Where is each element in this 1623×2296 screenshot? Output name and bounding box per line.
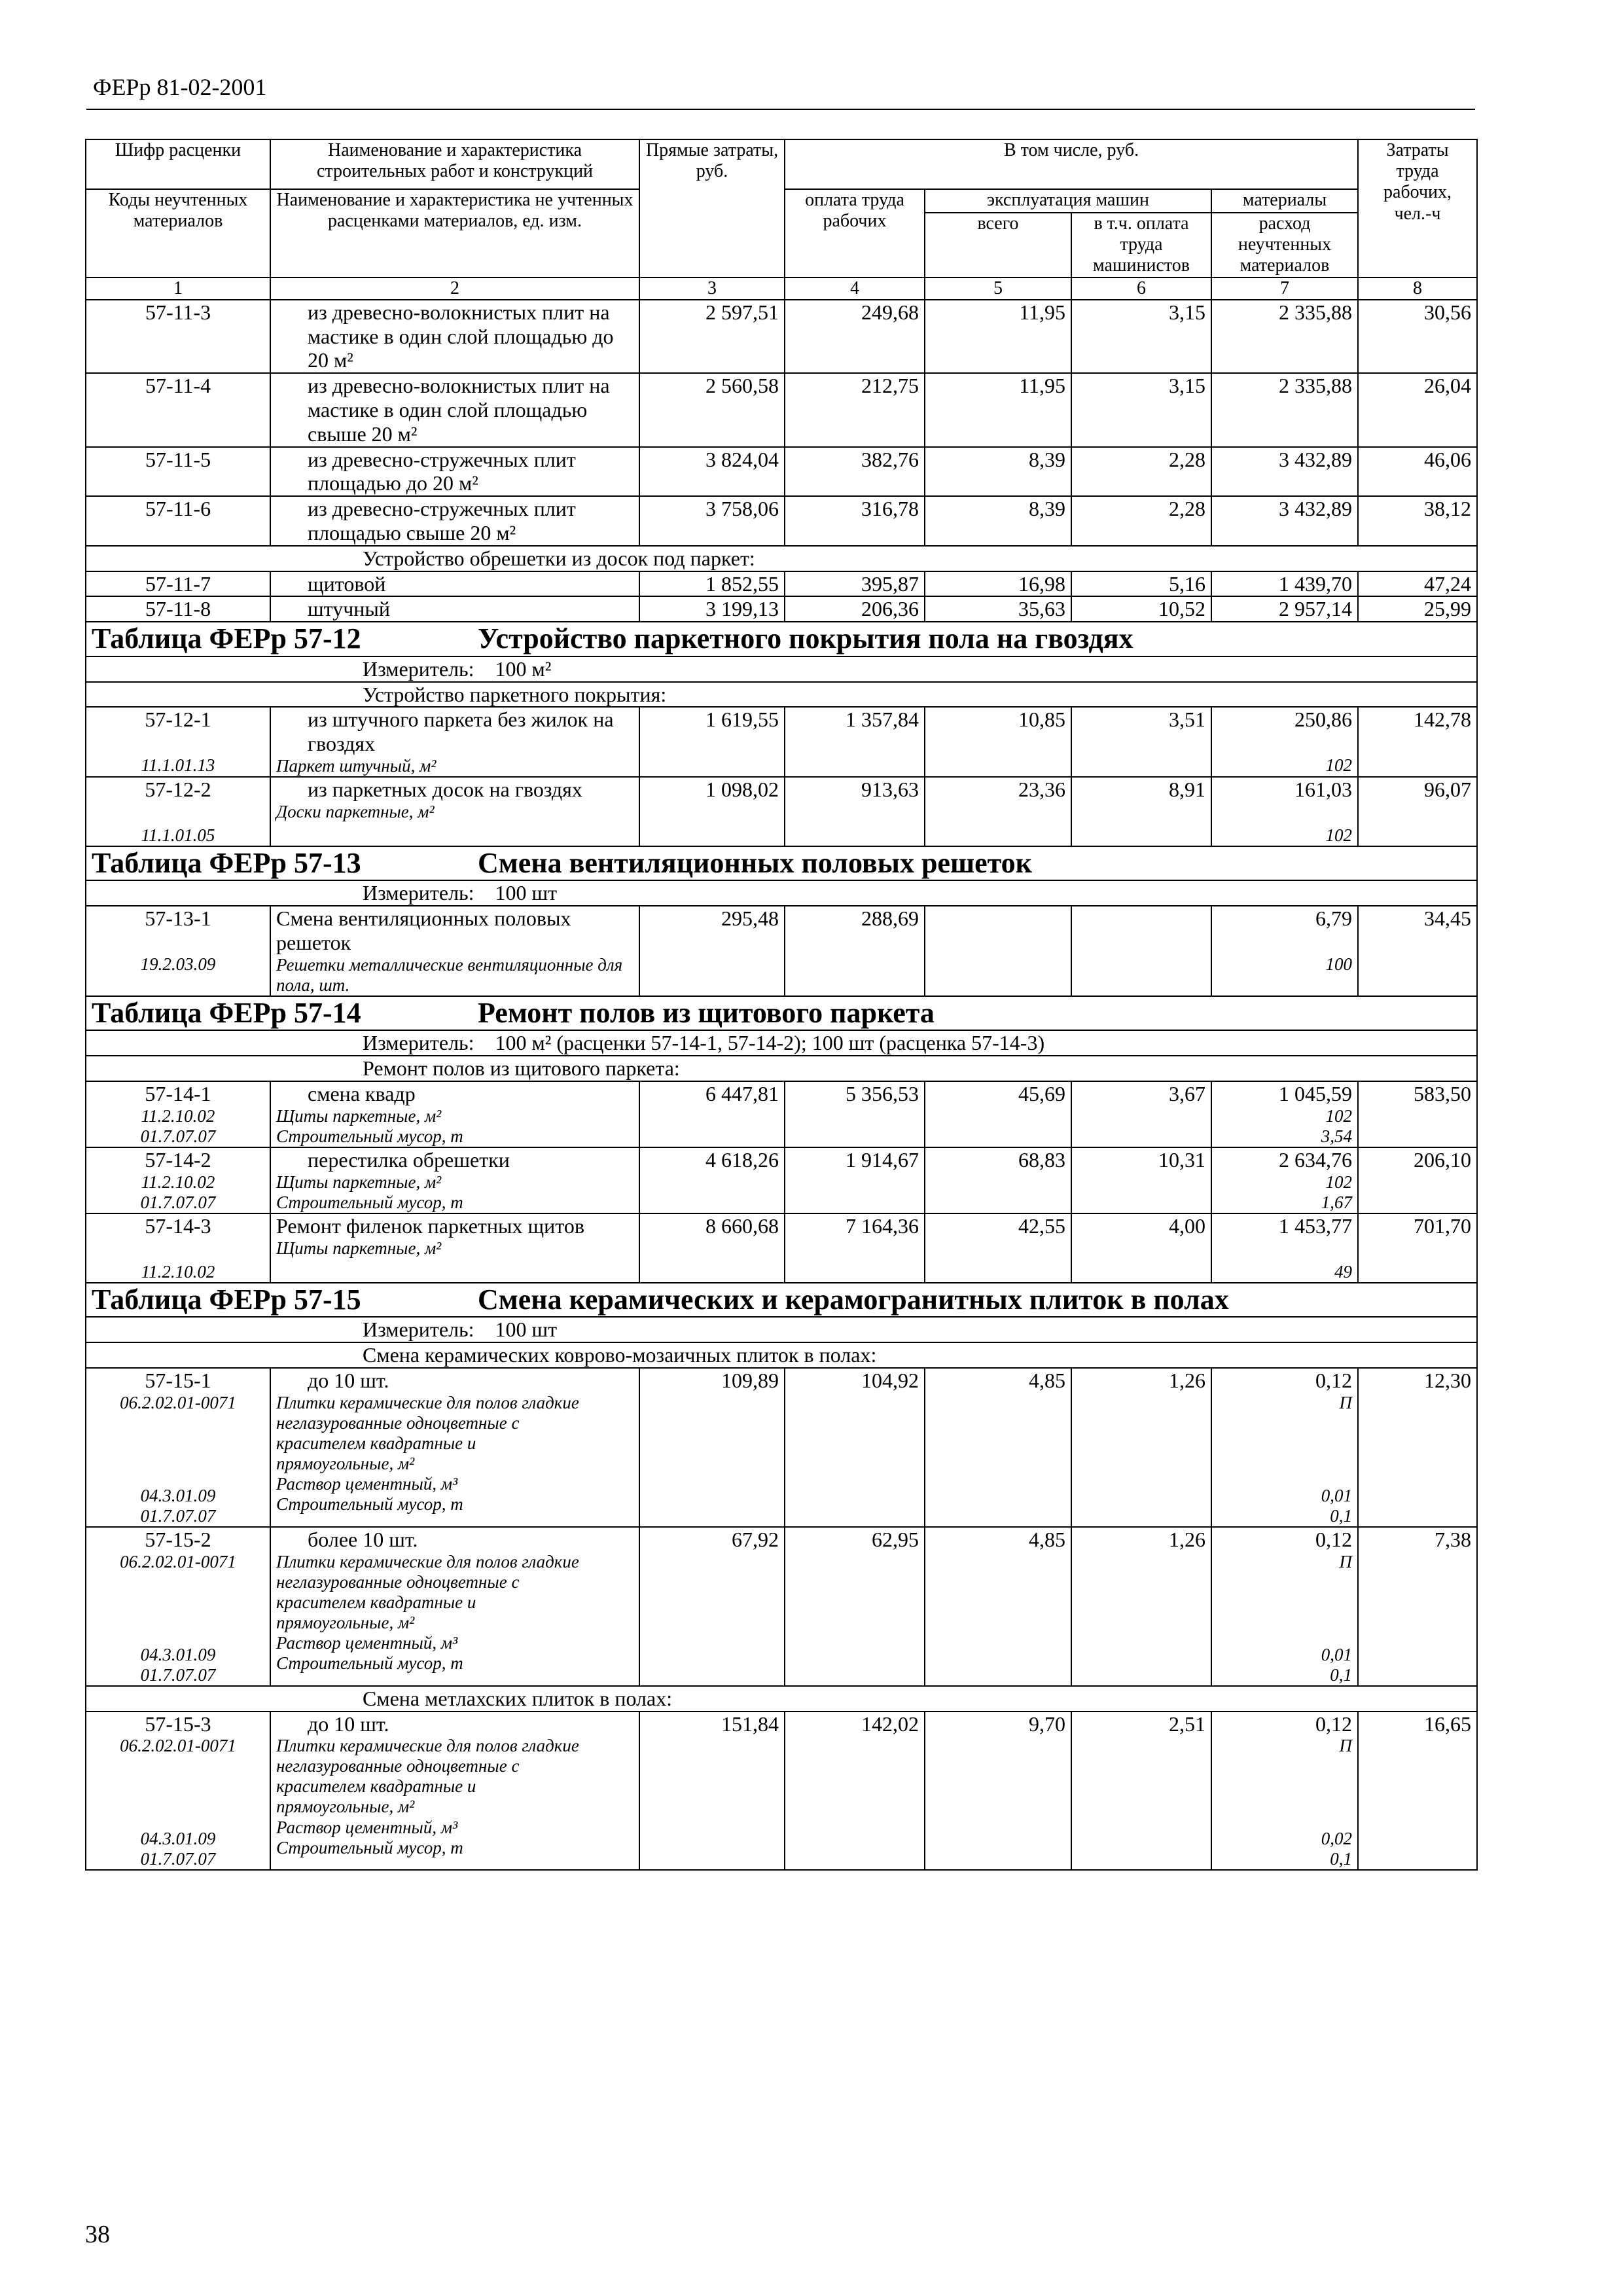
measure-label: Измеритель: — [363, 656, 474, 681]
header-vtch: в т.ч. оплата труда машинистов — [1071, 213, 1211, 278]
rate-desc: смена квадр — [308, 1082, 416, 1106]
rate-code-text: 57-15-2 — [145, 1527, 211, 1551]
material-code: 04.3.01.09 — [140, 1644, 216, 1664]
rate-code-text: 57-14-1 — [145, 1082, 211, 1106]
material-name: Паркет штучный, м² — [276, 755, 437, 776]
table-row — [86, 447, 1477, 497]
col-num: 8 — [1358, 278, 1477, 300]
cell: 16,65 — [1358, 1712, 1477, 1871]
rate-code-text: 57-14-3 — [145, 1213, 211, 1238]
material-qty: П — [1339, 1551, 1353, 1571]
material-qty: 102 — [1325, 1172, 1353, 1192]
cell: 12,30 — [1358, 1368, 1477, 1527]
cell: 30,56 — [1358, 300, 1477, 373]
cell: 8,39 — [925, 447, 1071, 497]
col-num: 1 — [86, 278, 270, 300]
cell: 1,26 — [1071, 1527, 1211, 1686]
cell — [1211, 707, 1358, 777]
material-qty: 49 — [1334, 1261, 1353, 1282]
material-name: Раствор цементный, м³ — [276, 1473, 458, 1494]
table-heading — [86, 622, 1477, 656]
material-qty: 0,1 — [1330, 1664, 1353, 1685]
material-code: 11.1.01.13 — [141, 755, 215, 776]
material-name: Щиты паркетные, м² — [276, 1105, 442, 1126]
cell: 4,00 — [1071, 1213, 1211, 1283]
material-qty: 0,02 — [1321, 1829, 1353, 1849]
table-row — [86, 373, 1477, 446]
cell: 1 914,67 — [785, 1147, 925, 1213]
cell: 1 357,84 — [785, 707, 925, 777]
cell: 4 618,26 — [639, 1147, 785, 1213]
header-v-tom-chisle: В том числе, руб. — [785, 139, 1358, 189]
material-code: 11.2.10.02 — [141, 1105, 215, 1126]
header-shifr: Шифр расценки — [86, 139, 270, 189]
cell: 8,91 — [1071, 777, 1211, 846]
material-qty: 100 — [1325, 954, 1353, 974]
rate-code: 57-11-7 — [86, 571, 270, 597]
cell: 25,99 — [1358, 596, 1477, 622]
cell: 2,51 — [1071, 1712, 1211, 1871]
rate-code — [86, 1147, 270, 1213]
rate-code — [86, 777, 270, 846]
material-name: Раствор цементный, м³ — [276, 1817, 458, 1837]
table-row — [86, 1147, 1477, 1213]
header-naim2: Наименование и характеристика не учтенных расценками материалов, ед. изм. — [270, 189, 639, 278]
rate-code-text: 57-15-3 — [145, 1712, 211, 1736]
header-vsego: всего — [925, 213, 1071, 278]
group-row — [86, 546, 1477, 571]
cell: 11,95 — [925, 373, 1071, 446]
header-numbers — [86, 278, 1477, 300]
cell: 8 660,68 — [639, 1213, 785, 1283]
rate-code — [86, 707, 270, 777]
group-title: Ремонт полов из щитового паркета: — [86, 1056, 1477, 1081]
materials-value: 250,86 — [1294, 708, 1353, 732]
rate-code: 57-11-3 — [86, 300, 270, 373]
cell: 34,45 — [1358, 906, 1477, 996]
cell: 6 447,81 — [639, 1081, 785, 1147]
col-num: 6 — [1071, 278, 1211, 300]
header-kody: Коды неучтенных материалов — [86, 189, 270, 278]
materials-value: 0,12 — [1315, 1368, 1353, 1392]
materials-value: 161,03 — [1294, 777, 1353, 801]
rate-code: 57-11-8 — [86, 596, 270, 622]
table-heading — [86, 1283, 1477, 1318]
material-name: Доски паркетные, м² — [276, 801, 435, 821]
material-code: 06.2.02.01-0071 — [120, 1551, 236, 1571]
rate-code: 57-11-5 — [86, 447, 270, 497]
table-row — [86, 777, 1477, 846]
header-rule — [86, 109, 1475, 110]
material-name: Строительный мусор, т — [276, 1837, 463, 1857]
material-qty: 1,67 — [1321, 1192, 1353, 1212]
material-name: Строительный мусор, т — [276, 1653, 463, 1673]
cell: 11,95 — [925, 300, 1071, 373]
table-row — [86, 1527, 1477, 1686]
materials-value: 2 634,76 — [1279, 1147, 1353, 1172]
rate-desc: до 10 шт. — [308, 1368, 389, 1392]
measure-row — [86, 1317, 1477, 1342]
rate-desc: штучный — [270, 596, 639, 622]
cell: 288,69 — [785, 906, 925, 996]
rate-code: 57-11-4 — [86, 373, 270, 446]
cell: 45,69 — [925, 1081, 1071, 1147]
cell: 249,68 — [785, 300, 925, 373]
group-row — [86, 1342, 1477, 1368]
material-name: Строительный мусор, т — [276, 1126, 463, 1146]
material-qty: 3,54 — [1321, 1126, 1353, 1146]
rate-desc: щитовой — [270, 571, 639, 597]
cell — [925, 906, 1071, 996]
measure-value: 100 м² — [495, 656, 552, 681]
rate-code-text: 57-13-1 — [145, 906, 211, 931]
material-name: Щиты паркетные, м² — [276, 1238, 442, 1258]
table-row — [86, 596, 1477, 622]
material-code: 11.1.01.05 — [141, 825, 215, 845]
cell: 26,04 — [1358, 373, 1477, 446]
cell: 395,87 — [785, 571, 925, 597]
col-num: 4 — [785, 278, 925, 300]
table-row — [86, 300, 1477, 373]
material-code: 06.2.02.01-0071 — [120, 1736, 236, 1756]
cell: 151,84 — [639, 1712, 785, 1871]
rate-code — [86, 1213, 270, 1283]
rate-desc: из древесно-волокнистых плит на мастике в один слой площадью до 20 м² — [270, 300, 639, 373]
cell: 23,36 — [925, 777, 1071, 846]
cell: 3 432,89 — [1211, 447, 1358, 497]
cell: 7 164,36 — [785, 1213, 925, 1283]
rate-desc: из штучного паркета без жилок на гвоздях — [308, 708, 614, 756]
cell: 142,02 — [785, 1712, 925, 1871]
cell: 142,78 — [1358, 707, 1477, 777]
rate-code-text: 57-12-2 — [145, 777, 211, 801]
cell — [1211, 1712, 1358, 1871]
cell: 1 852,55 — [639, 571, 785, 597]
header-row-1 — [86, 139, 1477, 189]
measure-row — [86, 656, 1477, 682]
cell — [1211, 1147, 1358, 1213]
measure-row — [86, 880, 1477, 906]
cell: 3,51 — [1071, 707, 1211, 777]
cell: 3,15 — [1071, 300, 1211, 373]
cell: 3,67 — [1071, 1081, 1211, 1147]
cell: 8,39 — [925, 496, 1071, 546]
cell: 9,70 — [925, 1712, 1071, 1871]
material-code: 01.7.07.07 — [140, 1192, 216, 1212]
material-code: 01.7.07.07 — [140, 1664, 216, 1685]
cell: 38,12 — [1358, 496, 1477, 546]
cell: 3 824,04 — [639, 447, 785, 497]
cell: 295,48 — [639, 906, 785, 996]
cell: 47,24 — [1358, 571, 1477, 597]
header-naim1: Наименование и характеристика строительных работ и конструкций — [270, 139, 639, 189]
rate-desc: перестилка обрешетки — [308, 1147, 510, 1172]
rate-desc: Смена вентиляционных половых решеток — [276, 906, 571, 954]
cell: 1 098,02 — [639, 777, 785, 846]
materials-value: 0,12 — [1315, 1712, 1353, 1736]
material-qty: 0,01 — [1321, 1485, 1353, 1505]
table-row — [86, 571, 1477, 597]
table-row — [86, 707, 1477, 777]
cell: 10,85 — [925, 707, 1071, 777]
material-code: 04.3.01.09 — [140, 1829, 216, 1849]
material-qty: П — [1339, 1736, 1353, 1756]
cell: 5,16 — [1071, 571, 1211, 597]
table-row — [86, 1081, 1477, 1147]
header-zatraty: Затраты труда рабочих, чел.-ч — [1358, 139, 1477, 278]
cell: 3,15 — [1071, 373, 1211, 446]
header-rashod: расход неучтенных материалов — [1211, 213, 1358, 278]
cell: 3 432,89 — [1211, 496, 1358, 546]
cell: 212,75 — [785, 373, 925, 446]
material-qty: П — [1339, 1392, 1353, 1412]
rate-desc: из древесно-стружечных плит площадью до 20 м² — [270, 447, 639, 497]
cell: 2,28 — [1071, 496, 1211, 546]
cell: 42,55 — [925, 1213, 1071, 1283]
material-name: Плитки керамические для полов гладкие неглазурованные одноцветные с красителем квадратные и прямоугольные, м² — [276, 1551, 579, 1632]
rate-code-text: 57-12-1 — [145, 708, 211, 732]
material-name: Решетки металлические вентиляционные для пола, шт. — [276, 954, 623, 995]
cell — [1211, 1368, 1358, 1527]
material-code: 04.3.01.09 — [140, 1485, 216, 1505]
cell: 2,28 — [1071, 447, 1211, 497]
table-row — [86, 1712, 1477, 1871]
cell: 4,85 — [925, 1527, 1071, 1686]
cell: 316,78 — [785, 496, 925, 546]
col-num: 3 — [639, 278, 785, 300]
cell: 62,95 — [785, 1527, 925, 1686]
header-ekspl: эксплуатация машин — [925, 189, 1211, 213]
rate-desc: до 10 шт. — [308, 1712, 389, 1736]
table-number: Таблица ФЕРр 57-14 — [92, 996, 361, 1029]
rates-table — [85, 139, 1478, 1871]
material-name: Строительный мусор, т — [276, 1192, 463, 1212]
table-number: Таблица ФЕРр 57-15 — [92, 1283, 361, 1316]
cell: 109,89 — [639, 1368, 785, 1527]
cell: 2 560,58 — [639, 373, 785, 446]
header-oplata: оплата труда рабочих — [785, 189, 925, 278]
materials-value: 1 453,77 — [1279, 1213, 1353, 1238]
material-qty: 102 — [1325, 1105, 1353, 1126]
material-name: Плитки керамические для полов гладкие неглазурованные одноцветные с красителем квадратные и прямоугольные, м² — [276, 1392, 579, 1473]
table-row — [86, 1368, 1477, 1527]
cell — [1211, 1081, 1358, 1147]
group-title: Смена керамических коврово-мозаичных плиток в полах: — [86, 1342, 1477, 1368]
measure-label: Измеритель: — [363, 1031, 474, 1055]
cell: 382,76 — [785, 447, 925, 497]
table-number: Таблица ФЕРр 57-13 — [92, 846, 361, 879]
cell: 3 199,13 — [639, 596, 785, 622]
group-row — [86, 1056, 1477, 1081]
cell: 5 356,53 — [785, 1081, 925, 1147]
table-heading — [86, 846, 1477, 881]
material-name: Раствор цементный, м³ — [276, 1632, 458, 1653]
cell: 3 758,06 — [639, 496, 785, 546]
rate-code-text: 57-15-1 — [145, 1368, 211, 1392]
measure-value: 100 шт — [495, 881, 558, 905]
table-number: Таблица ФЕРр 57-12 — [92, 622, 361, 655]
group-row — [86, 682, 1477, 708]
rate-desc: из древесно-волокнистых плит на мастике в один слой площадью свыше 20 м² — [270, 373, 639, 446]
table-row — [86, 1213, 1477, 1283]
cell: 701,70 — [1358, 1213, 1477, 1283]
cell: 583,50 — [1358, 1081, 1477, 1147]
material-code: 01.7.07.07 — [140, 1849, 216, 1869]
col-num: 5 — [925, 278, 1071, 300]
cell — [1211, 906, 1358, 996]
cell: 96,07 — [1358, 777, 1477, 846]
rate-code — [86, 1368, 270, 1527]
header-materialy: материалы — [1211, 189, 1358, 213]
cell: 10,31 — [1071, 1147, 1211, 1213]
measure-value: 100 шт — [495, 1318, 558, 1342]
material-qty: 0,01 — [1321, 1644, 1353, 1664]
cell — [1211, 1527, 1358, 1686]
table-title: Устройство паркетного покрытия пола на гвоздях — [478, 622, 1133, 655]
materials-value: 0,12 — [1315, 1527, 1353, 1551]
cell: 4,85 — [925, 1368, 1071, 1527]
rate-code — [86, 1712, 270, 1871]
measure-value: 100 м² (расценки 57-14-1, 57-14-2); 100 шт (расценка 57-14-3) — [495, 1031, 1045, 1055]
material-code: 01.7.07.07 — [140, 1126, 216, 1146]
cell: 10,52 — [1071, 596, 1211, 622]
col-num: 2 — [270, 278, 639, 300]
material-code: 11.2.10.02 — [141, 1172, 215, 1192]
table-title: Смена вентиляционных половых решеток — [478, 846, 1033, 879]
measure-label: Измеритель: — [363, 881, 474, 905]
rate-code — [86, 1527, 270, 1686]
cell: 68,83 — [925, 1147, 1071, 1213]
rate-desc: более 10 шт. — [308, 1527, 418, 1551]
cell: 46,06 — [1358, 447, 1477, 497]
cell — [1071, 906, 1211, 996]
running-head: ФЕРр 81-02-2001 — [93, 74, 267, 100]
rate-code — [86, 906, 270, 996]
table-row — [86, 906, 1477, 996]
cell: 1 619,55 — [639, 707, 785, 777]
cell: 2 597,51 — [639, 300, 785, 373]
material-name: Щиты паркетные, м² — [276, 1172, 442, 1192]
rate-desc: из паркетных досок на гвоздях — [308, 777, 582, 801]
header-pryamye: Прямые затраты, руб. — [639, 139, 785, 278]
cell — [1211, 1213, 1358, 1283]
cell: 206,36 — [785, 596, 925, 622]
table-row — [86, 496, 1477, 546]
material-qty: 102 — [1325, 825, 1353, 845]
material-name: Плитки керамические для полов гладкие неглазурованные одноцветные с красителем квадратные и прямоугольные, м² — [276, 1736, 579, 1817]
cell: 206,10 — [1358, 1147, 1477, 1213]
measure-label: Измеритель: — [363, 1318, 474, 1342]
cell: 913,63 — [785, 777, 925, 846]
cell: 1 439,70 — [1211, 571, 1358, 597]
cell: 1,26 — [1071, 1368, 1211, 1527]
rate-desc: Ремонт филенок паркетных щитов — [276, 1213, 584, 1238]
material-code: 01.7.07.07 — [140, 1505, 216, 1526]
material-code: 11.2.10.02 — [141, 1261, 215, 1282]
cell: 7,38 — [1358, 1527, 1477, 1686]
cell: 35,63 — [925, 596, 1071, 622]
material-qty: 102 — [1325, 755, 1353, 776]
cell: 104,92 — [785, 1368, 925, 1527]
group-title: Устройство обрешетки из досок под паркет: — [86, 546, 1477, 571]
rate-code-text: 57-14-2 — [145, 1147, 211, 1172]
col-num: 7 — [1211, 278, 1358, 300]
table-heading — [86, 996, 1477, 1031]
table-title: Смена керамических и керамогранитных плиток в полах — [478, 1283, 1229, 1316]
material-code: 19.2.03.09 — [140, 954, 216, 974]
rate-code — [86, 1081, 270, 1147]
cell: 2 335,88 — [1211, 373, 1358, 446]
page-number: 38 — [85, 2221, 110, 2248]
rate-desc: из древесно-стружечных плит площадью свыше 20 м² — [270, 496, 639, 546]
cell: 2 335,88 — [1211, 300, 1358, 373]
material-qty: 0,1 — [1330, 1505, 1353, 1526]
rate-code: 57-11-6 — [86, 496, 270, 546]
cell: 16,98 — [925, 571, 1071, 597]
material-code: 06.2.02.01-0071 — [120, 1392, 236, 1412]
materials-value: 6,79 — [1315, 906, 1353, 931]
cell — [1211, 777, 1358, 846]
group-row — [86, 1686, 1477, 1712]
cell: 67,92 — [639, 1527, 785, 1686]
group-title: Устройство паркетного покрытия: — [86, 682, 1477, 708]
table-title: Ремонт полов из щитового паркета — [478, 996, 935, 1029]
material-name: Строительный мусор, т — [276, 1494, 463, 1514]
cell: 2 957,14 — [1211, 596, 1358, 622]
group-title: Смена метлахских плиток в полах: — [86, 1686, 1477, 1712]
materials-value: 1 045,59 — [1279, 1082, 1353, 1106]
measure-row — [86, 1030, 1477, 1056]
material-qty: 0,1 — [1330, 1849, 1353, 1869]
